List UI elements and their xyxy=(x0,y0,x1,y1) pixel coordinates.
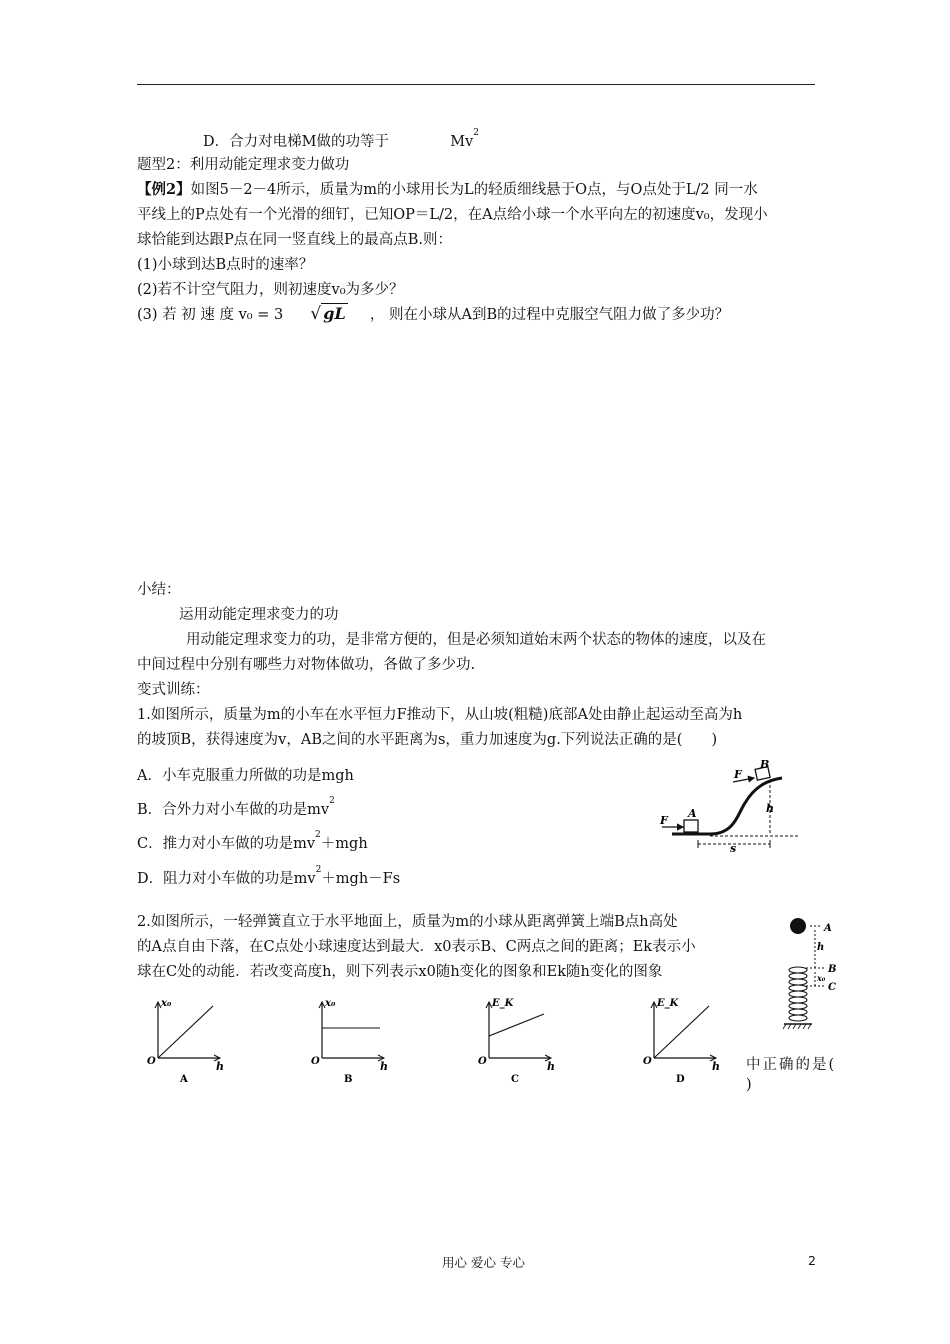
graph-c xyxy=(469,990,569,1090)
label-f-b: F xyxy=(734,768,742,781)
graph-option-label: C xyxy=(511,1074,519,1085)
origin-label: O xyxy=(643,1056,652,1067)
option-d-value: Mv xyxy=(450,134,474,150)
question-3-prefix: (3) 若 初 速 度 v₀ = 3 xyxy=(137,307,284,323)
option-b-sup: 2 xyxy=(329,796,335,806)
question-2: (2)若不计空气阻力，则初速度v₀为多少？ xyxy=(137,282,404,298)
problem-2-line-2: 的A点自由下落，在C点处小球速度达到最大．x0表示B、C两点之间的距离；Ek表示小 xyxy=(137,939,696,955)
option-c-sup: 2 xyxy=(315,830,321,840)
origin-label: O xyxy=(478,1056,487,1067)
label-a-spring: A xyxy=(824,923,832,934)
origin-label: O xyxy=(311,1056,320,1067)
label-b: B xyxy=(760,758,770,771)
page-number: 2 xyxy=(808,1253,816,1268)
problem-1-line-1: 1.如图所示，质量为m的小车在水平恒力F推动下，从山坡(粗糙)底部A处由静止起运动至高为h xyxy=(137,707,743,723)
example-line-1 xyxy=(137,178,758,199)
option-c-tail: ＋mgh xyxy=(320,836,368,852)
label-b-spring: B xyxy=(828,964,837,975)
label-f-a: F xyxy=(660,814,668,827)
graph-option-label: A xyxy=(180,1074,188,1085)
option-d-line xyxy=(203,130,479,151)
ball xyxy=(790,918,806,934)
problem-1-option-c xyxy=(137,832,368,853)
graph-b xyxy=(302,990,402,1090)
label-h-spring: h xyxy=(817,942,825,953)
sqrt-radicand: gL xyxy=(323,304,346,323)
example-text-1: 如图5－2－4所示，质量为m的小球用长为L的轻质细线悬于O点，与O点处于L/2 同一水 xyxy=(190,182,758,198)
graph-a xyxy=(138,990,238,1090)
graph-option-label: D xyxy=(676,1074,685,1085)
footer-center: 用心 爱心 专心 xyxy=(442,1255,525,1270)
slope-figure xyxy=(650,758,800,858)
problem-2-tail-2: ) xyxy=(746,1077,752,1093)
spring-figure xyxy=(780,910,850,1035)
label-c-spring: C xyxy=(828,982,836,993)
problem-1-line-2: 的坡顶B，获得速度为v，AB之间的水平距离为s，重力加速度为g.下列说法正确的是( ) xyxy=(137,732,718,748)
cart-a xyxy=(684,820,698,832)
label-s: s xyxy=(730,842,737,855)
header-rule xyxy=(137,84,815,85)
option-d-text-p1: D．阻力对小车做的功是mv xyxy=(137,871,316,887)
x-axis-label: h xyxy=(216,1060,224,1073)
graph-line xyxy=(158,1006,213,1058)
label-h: h xyxy=(766,802,774,815)
option-c-text: C．推力对小车做的功是mv xyxy=(137,836,316,852)
x-axis-label: h xyxy=(380,1060,388,1073)
y-axis-label: E_K xyxy=(492,998,514,1009)
graph-d xyxy=(634,990,734,1090)
question-3-suffix: ， 则在小球从A到B的过程中克服空气阻力做了多少功？ xyxy=(369,307,730,323)
summary-label: 小结： xyxy=(137,582,181,598)
problem-1-option-b xyxy=(137,798,335,819)
problem-2-line-3: 球在C处的动能．若改变高度h，则下列表示x0随h变化的图象和Ek随h变化的图象 xyxy=(137,964,663,980)
graph-line xyxy=(654,1006,709,1058)
graph-option-label: B xyxy=(344,1074,353,1085)
option-d-text: D．合力对电梯M做的功等于 xyxy=(203,134,389,150)
section-title: 题型2：利用动能定理求变力做功 xyxy=(137,157,350,173)
option-a-text: A．小车克服重力所做的功是mgh xyxy=(137,768,354,784)
label-a: A xyxy=(688,807,697,820)
y-axis-label: E_K xyxy=(657,998,679,1009)
option-b-text: B．合外力对小车做的功是mv xyxy=(137,802,330,818)
problem-1-option-a xyxy=(137,764,354,785)
graph-line xyxy=(489,1014,544,1036)
summary-para-2: 中间过程中分别有哪些力对物体做功，各做了多少功. xyxy=(137,657,476,673)
x-axis-label: h xyxy=(547,1060,555,1073)
example-tag: 【例2】 xyxy=(137,181,191,198)
option-d-sup: 2 xyxy=(473,128,479,138)
x-axis-label: h xyxy=(712,1060,720,1073)
sqrt-expression: √ gL xyxy=(310,304,346,324)
summary-para-1: 用动能定理求变力的功，是非常方便的，但是必须知道始末两个状态的物体的速度，以及在 xyxy=(186,632,766,648)
problem-1-option-d xyxy=(137,867,400,888)
problem-2-tail-1: 中正确的是( xyxy=(746,1057,837,1073)
example-line-3: 球恰能到达跟P点在同一竖直线上的最高点B.则： xyxy=(137,232,453,248)
question-1: (1)小球到达B点时的速率？ xyxy=(137,257,314,273)
label-x0: x₀ xyxy=(817,973,826,983)
spring-coils xyxy=(789,967,807,1021)
summary-subtitle: 运用动能定理求变力的功 xyxy=(179,607,339,623)
example-line-2: 平线上的P点处有一个光滑的细钉，已知OP＝L/2，在A点给小球一个水平向左的初速度v₀，发现小 xyxy=(137,207,768,223)
y-axis-label: x₀ xyxy=(161,998,172,1009)
y-axis-label: x₀ xyxy=(325,998,336,1009)
practice-label: 变式训练： xyxy=(137,682,210,698)
problem-2-line-1: 2.如图所示，一轻弹簧直立于水平地面上，质量为m的小球从距离弹簧上端B点h高处 xyxy=(137,914,678,930)
option-d-tail-p1: ＋mgh－Fs xyxy=(321,871,401,887)
option-d-sup-p1: 2 xyxy=(315,865,322,875)
question-3 xyxy=(137,303,729,324)
origin-label: O xyxy=(147,1056,156,1067)
